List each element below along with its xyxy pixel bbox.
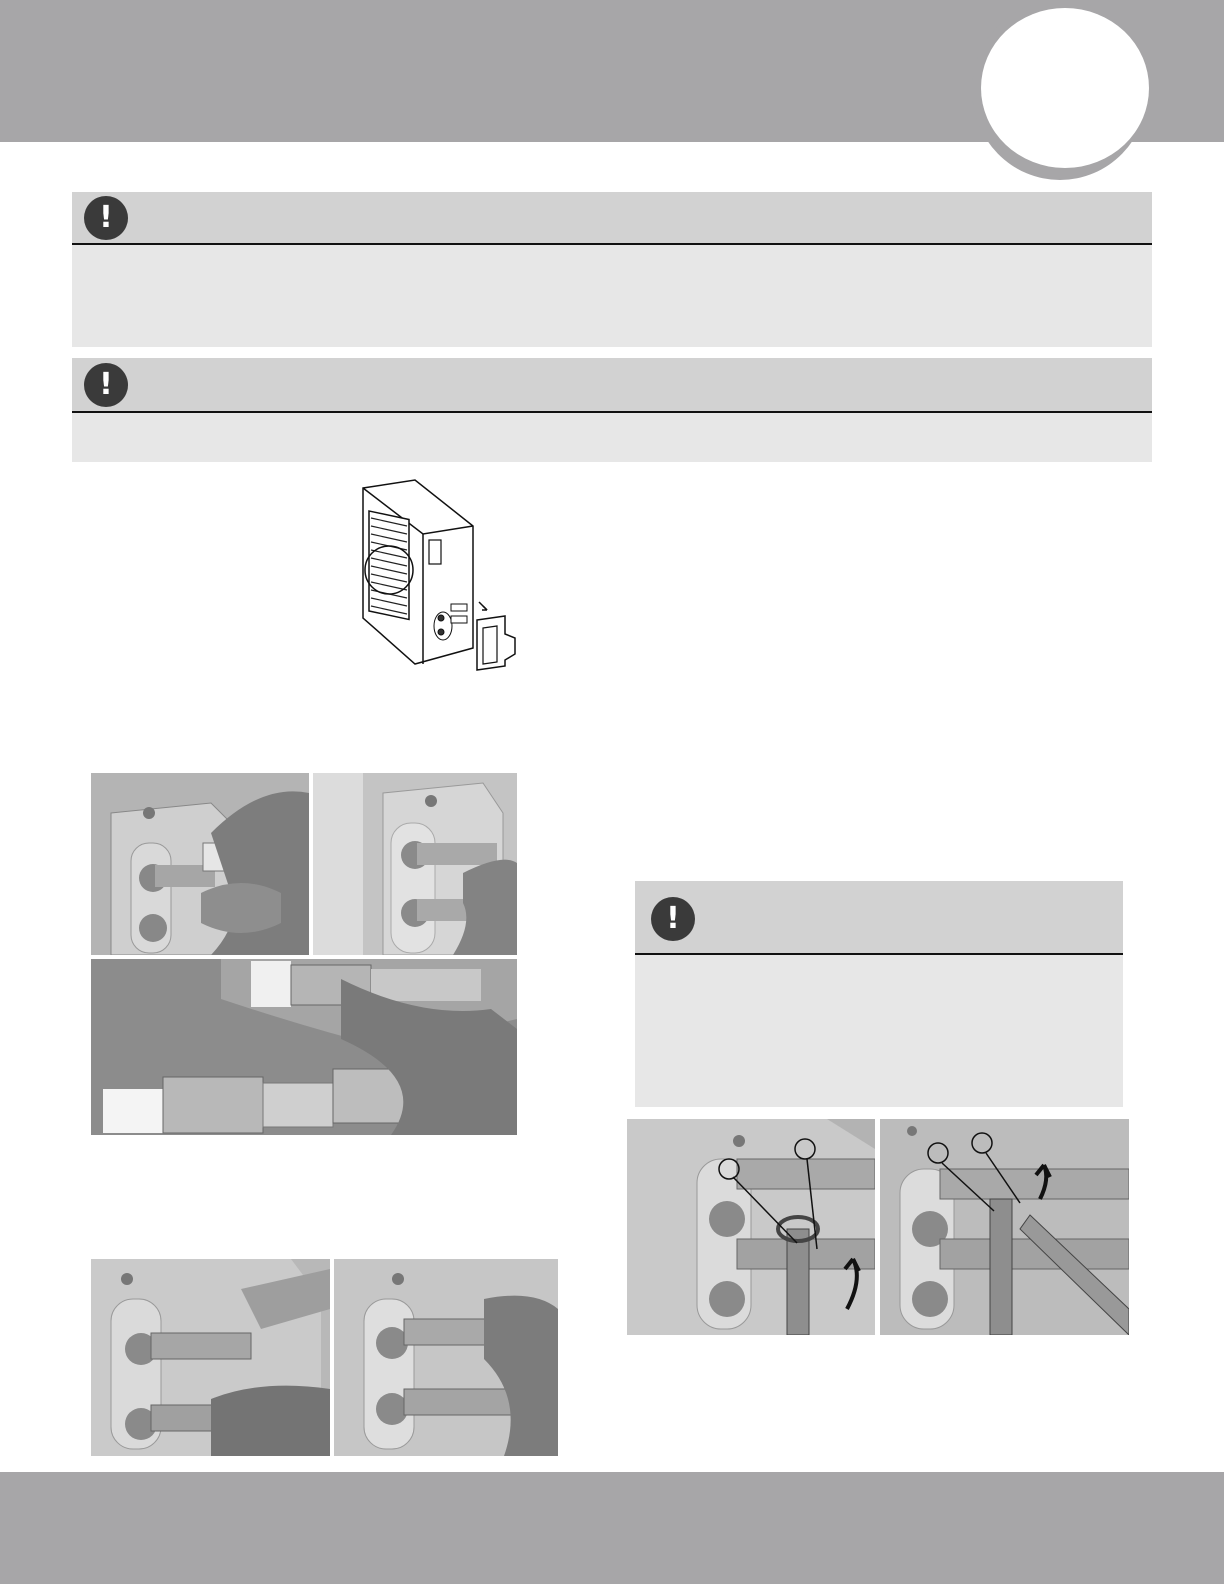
outdoor-unit-illustration (355, 478, 535, 678)
notice-3-body (635, 955, 1123, 1107)
notice-1-header (72, 192, 1152, 245)
photo-remove-cap-2 (313, 773, 517, 955)
notice-2-header (72, 358, 1152, 413)
exclamation-icon: ! (84, 196, 128, 240)
exclamation-icon: ! (84, 363, 128, 407)
photo-wrench-2 (880, 1119, 1129, 1335)
photo-remove-cap-1 (91, 773, 309, 955)
notice-2-body (72, 413, 1152, 462)
photo-pipe-connection (91, 959, 517, 1135)
photo-tighten-2 (334, 1259, 558, 1456)
notice-1-body (72, 245, 1152, 347)
photo-tighten-1 (91, 1259, 330, 1456)
exclamation-icon: ! (651, 897, 695, 941)
page-number-circle (981, 8, 1149, 168)
photo-wrench-1 (627, 1119, 875, 1335)
footer-band (0, 1472, 1224, 1584)
notice-3-header (635, 881, 1123, 955)
